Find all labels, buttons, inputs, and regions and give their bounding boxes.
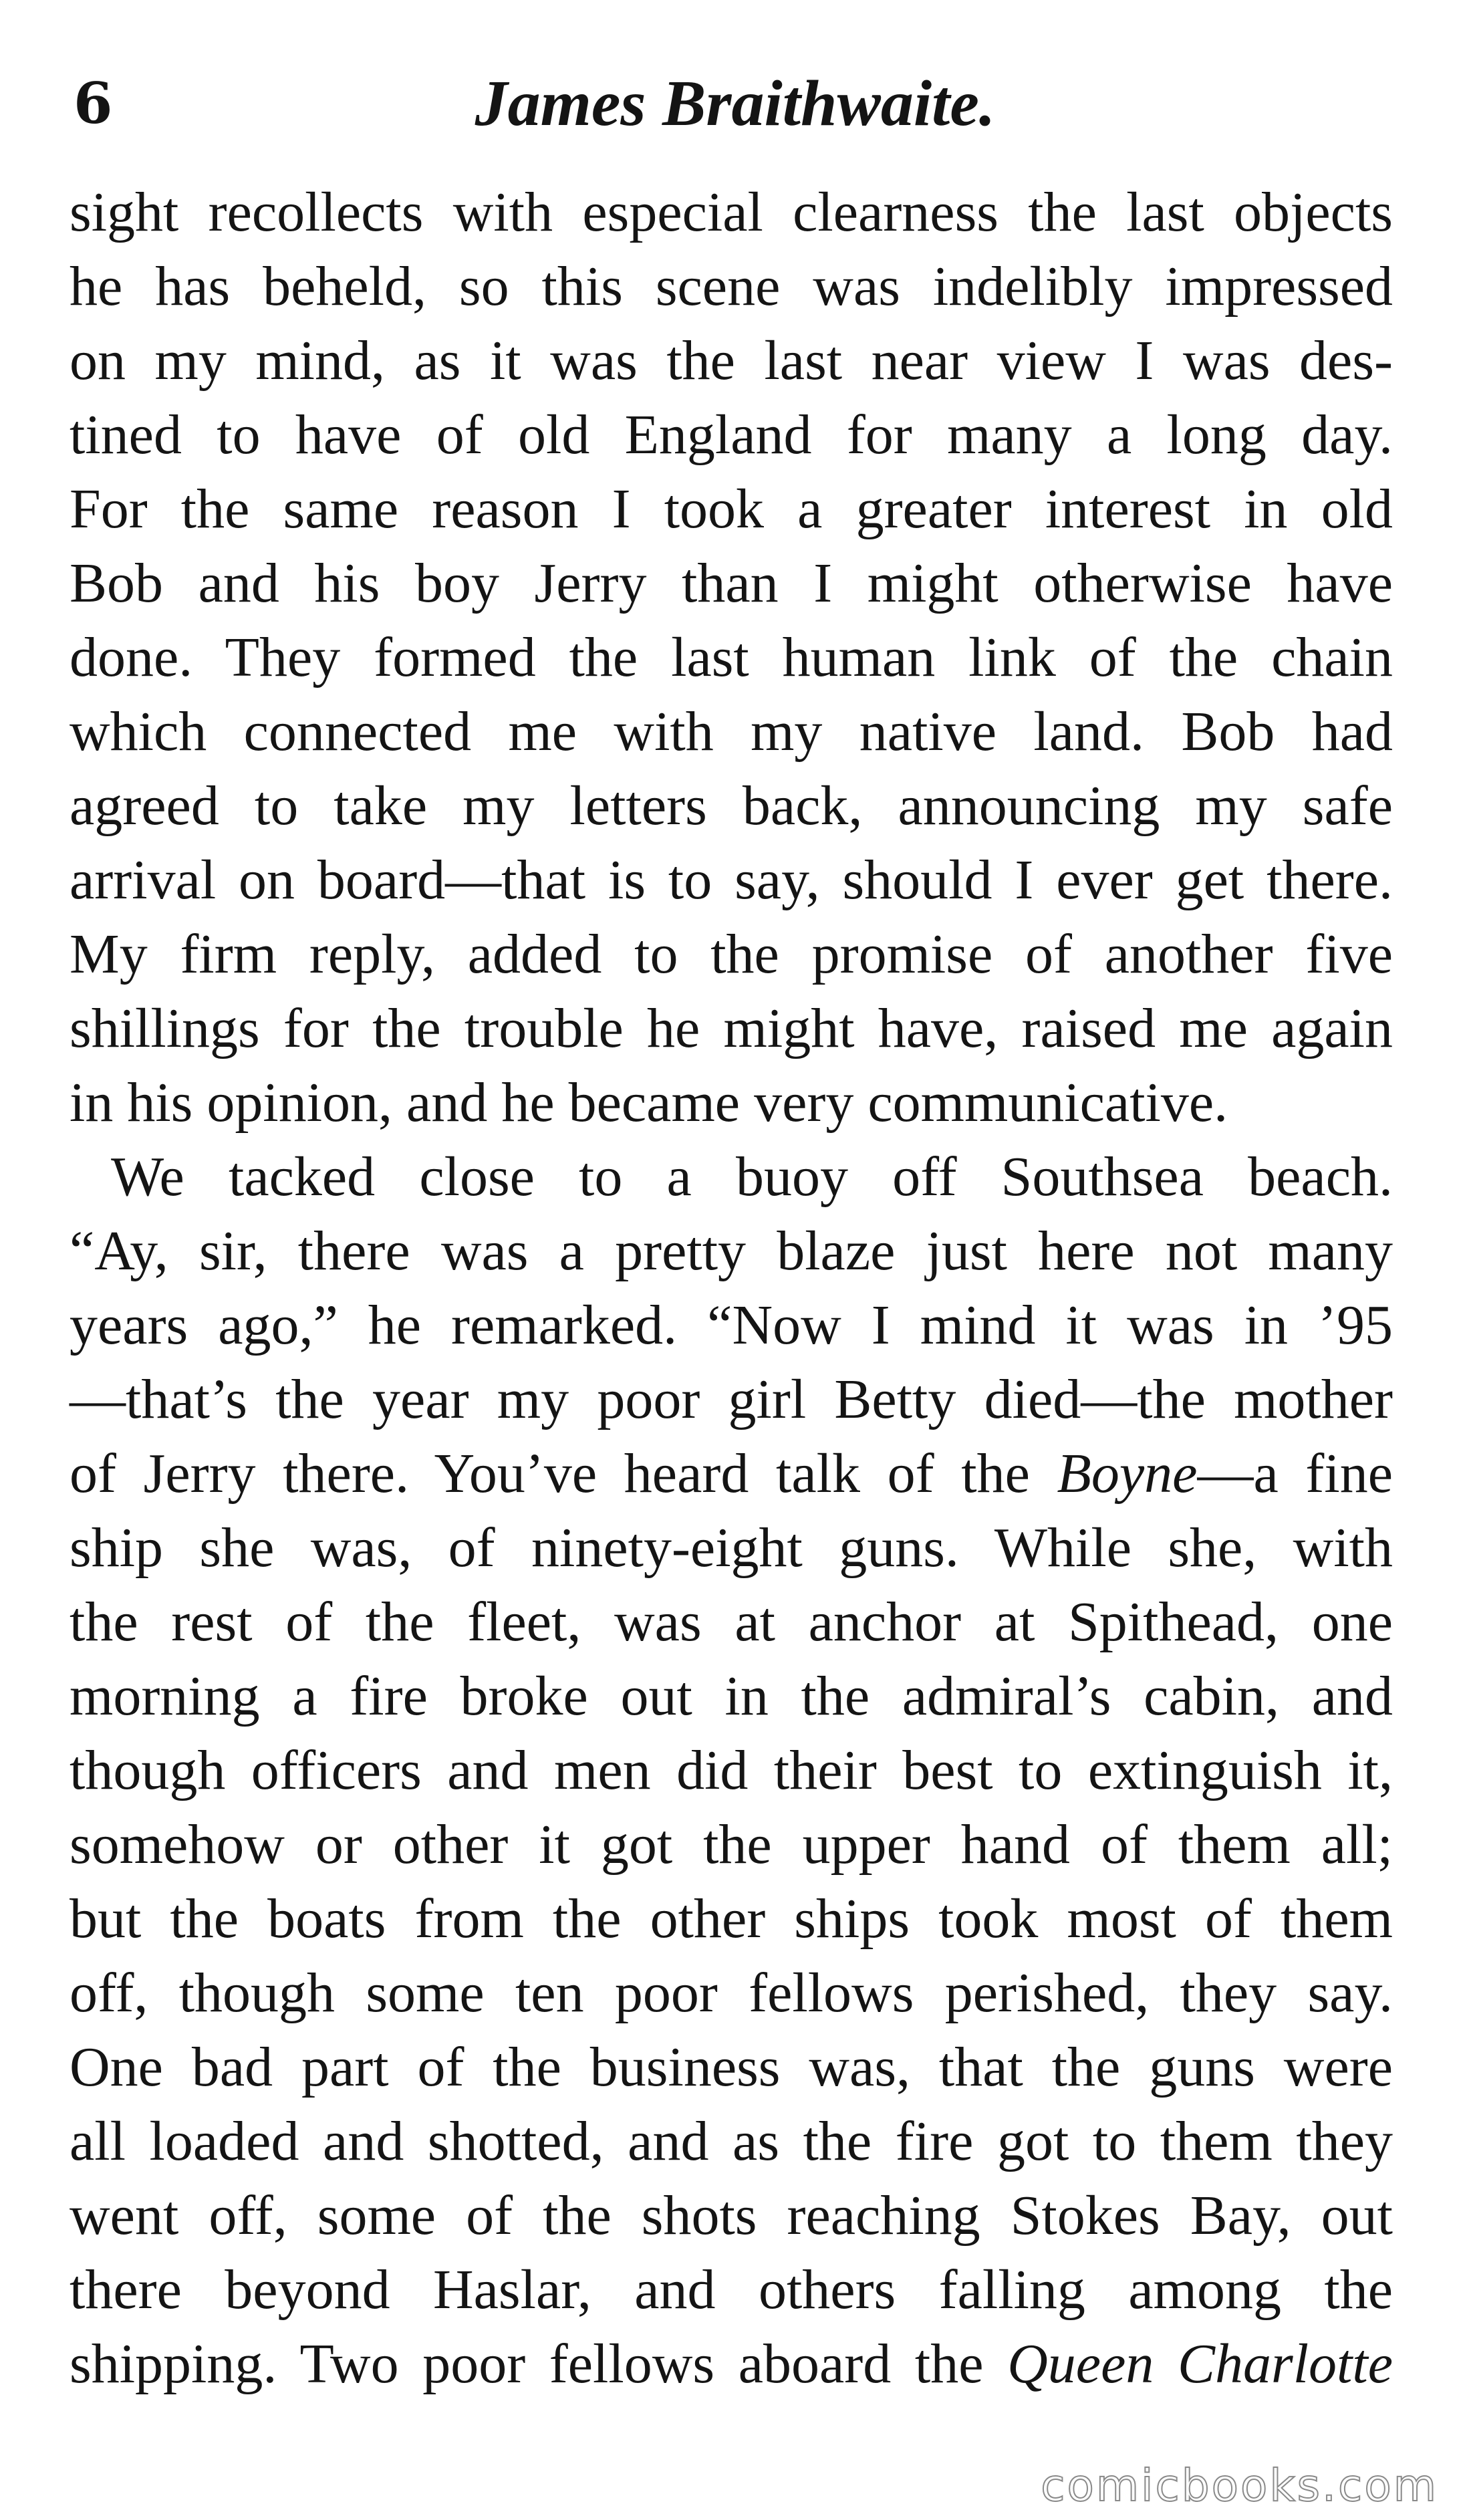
text-line: shillings for the trouble he might have, raised me again <box>70 997 1393 1059</box>
text-line: the rest of the fleet, was at anchor at Spithead, one <box>70 1591 1393 1653</box>
text-line: though officers and men did their best to extinguish it, <box>70 1739 1393 1801</box>
text-line: but the boats from the other ships took most of them <box>70 1888 1393 1950</box>
text-line: years ago,” he remarked. “Now I mind it was in ’95 <box>70 1294 1393 1356</box>
text-segment: —a fine <box>1197 1442 1393 1505</box>
text-line: arrival on board—that is to say, should I ever get there. <box>70 849 1393 911</box>
paragraph-first-line: We tacked close to a buoy off Southsea beach. <box>111 1146 1393 1208</box>
text-segment: shipping. Two poor fellows aboard the <box>70 2333 1008 2395</box>
text-line: For the same reason I took a greater interest in old <box>70 478 1393 540</box>
text-line: ship she was, of ninety-eight guns. While she, with <box>70 1517 1393 1579</box>
body-text <box>70 175 1393 2401</box>
text-line: which connected me with my native land. Bob had <box>70 701 1393 763</box>
text-line: sight recollects with especial clearness the last objects <box>70 181 1393 243</box>
running-title: James Braithwaite. <box>475 68 996 140</box>
page-header <box>74 64 1397 144</box>
text-line: agreed to take my letters back, announcing my safe <box>70 775 1393 837</box>
text-line: there beyond Haslar, and others falling among the <box>70 2259 1393 2321</box>
text-line: done. They formed the last human link of the chain <box>70 626 1393 688</box>
text-line: went off, some of the shots reaching Stokes Bay, out <box>70 2184 1393 2247</box>
text-line: My firm reply, added to the promise of another five <box>70 923 1393 985</box>
watermark: comicbooks.com <box>1041 2460 1438 2511</box>
text-line: One bad part of the business was, that the guns were <box>70 2036 1393 2098</box>
text-line-with-italic <box>70 2327 1393 2401</box>
text-line: on my mind, as it was the last near view I was des- <box>70 330 1393 392</box>
text-line: in his opinion, and he became very communicative. <box>70 1072 1228 1134</box>
text-segment: of Jerry there. You’ve heard talk of the <box>70 1442 1057 1505</box>
page-number: 6 <box>74 70 113 136</box>
text-line: he has beheld, so this scene was indelibly impressed <box>70 255 1393 318</box>
text-line: off, though some ten poor fellows perished, they say. <box>70 1962 1393 2024</box>
text-line: —that’s the year my poor girl Betty died—the mother <box>70 1368 1393 1430</box>
text-line: somehow or other it got the upper hand of them all; <box>70 1813 1393 1876</box>
text-line: Bob and his boy Jerry than I might otherwise have <box>70 552 1393 614</box>
text-line: all loaded and shotted, and as the fire got to them they <box>70 2110 1393 2172</box>
text-line: tined to have of old England for many a long day. <box>70 404 1393 466</box>
ship-name-queen-charlotte: Queen Charlotte <box>1007 2333 1393 2395</box>
text-line: morning a fire broke out in the admiral’s cabin, and <box>70 1665 1393 1727</box>
text-line: “Ay, sir, there was a pretty blaze just here not many <box>70 1220 1393 1282</box>
text-line-with-italic <box>70 1436 1393 1511</box>
ship-name-boyne: Boyne <box>1057 1442 1198 1505</box>
